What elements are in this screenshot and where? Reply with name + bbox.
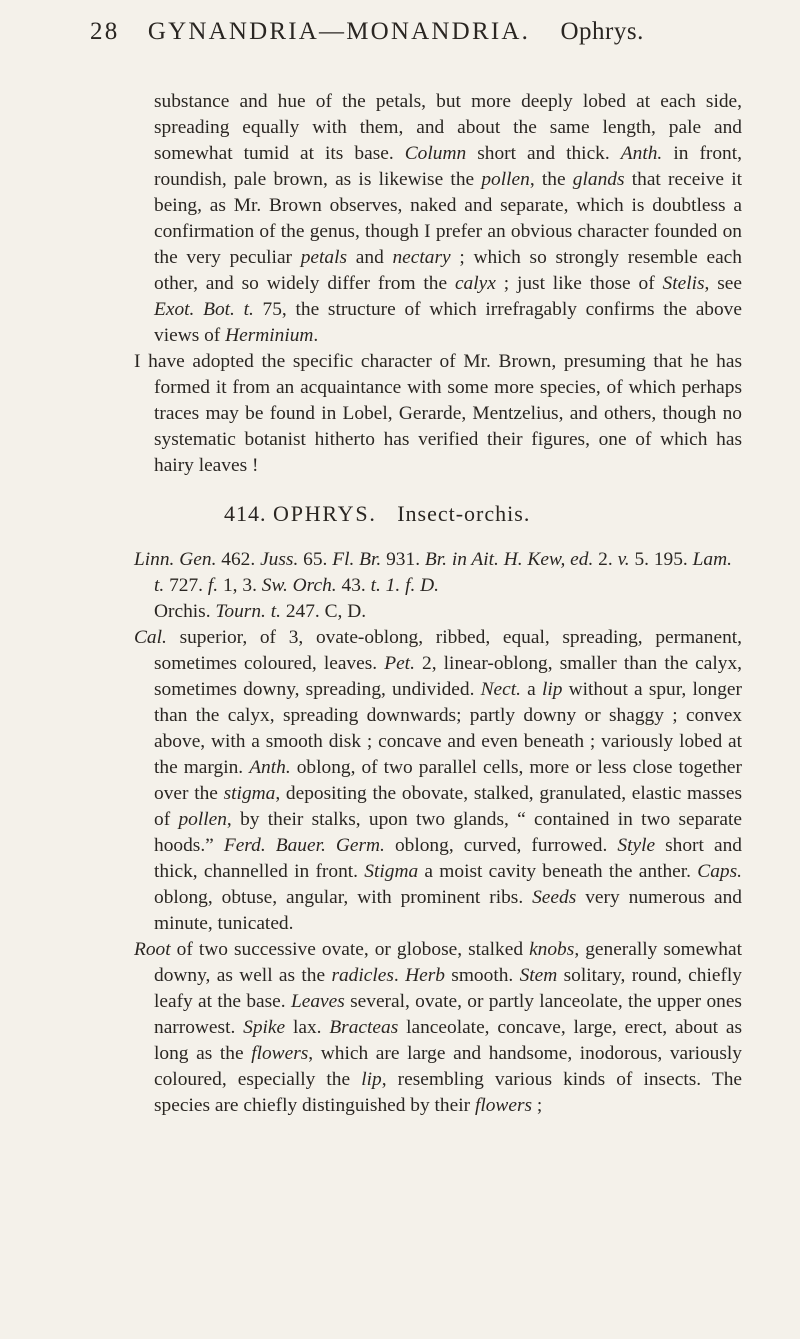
genus-number: 414. xyxy=(224,501,267,526)
paragraph-generic-character: Cal. superior, of 3, ovate-oblong, ribbed, equal, spreading, permanent, sometimes coloured, leaves. Pet. 2, linear-oblong, smaller than the calyx, sometimes downy, spreading, undivided. Nect. a lip without a spur, longer than the calyx, spreading downwards; partly downy or shaggy ; convex above, with a smooth disk ; concave and even beneath ; variously lobed at the margin. Anth. oblong, of two parallel cells, more or less close together over the stigma, depositing the obovate, stalked, granulated, elastic masses of pollen, by their stalks, upon two glands, “ contained in two separate hoods.” Ferd. Bauer. Germ. oblong, curved, furrowed. Style short and thick, channelled in front. Stigma a moist cavity beneath the anther. Caps. oblong, obtuse, angular, with prominent ribs. Seeds very numerous and minute, tunicated. xyxy=(134,627,742,934)
page-number: 28 xyxy=(90,18,120,45)
body-text xyxy=(134,89,742,1119)
genus-common-name: Insect-orchis. xyxy=(397,501,531,526)
genus-heading xyxy=(134,501,742,527)
references: Linn. Gen. 462. Juss. 65. Fl. Br. 931. Br. in Ait. H. Kew, ed. 2. v. 5. 195. Lam. t. 727. f. 1, 3. Sw. Orch. 43. t. 1. f. D. Orchis. Tourn. t. 247. C, D. xyxy=(134,549,732,622)
running-header xyxy=(90,18,740,46)
paragraph-continuation: substance and hue of the petals, but more deeply lobed at each side, spreading equally with them, and about the same length, pale and somewhat tumid at its base. Column short and thick. Anth. in front, roundish, pale brown, as is likewise the pollen, the glands that receive it being, as Mr. Brown observes, naked and separate, which is doubtless a confirmation of the genus, though I prefer an obvious character founded on the very peculiar petals and nectary ; which so strongly resemble each other, and so widely differ from the calyx ; just like those of Stelis, see Exot. Bot. t. 75, the structure of which irrefragably confirms the above views of Herminium. xyxy=(154,91,742,346)
paragraph-specific-character: I have adopted the specific character of Mr. Brown, presuming that he has formed it from an acquaintance with some more species, of which perhaps traces may be found in Lobel, Gerarde, Mentzelius, and others, though no systematic botanist hitherto has verified their figures, one of which has hairy leaves ! xyxy=(134,351,742,476)
header-title: GYNANDRIA—MONANDRIA. xyxy=(147,18,531,45)
genus-name: OPHRYS. xyxy=(273,501,377,526)
paragraph-habit: Root of two successive ovate, or globose, stalked knobs, generally somewhat downy, as well as the radicles. Herb smooth. Stem solitary, round, chiefly leafy at the base. Leaves several, ovate, or partly lanceolate, the upper ones narrowest. Spike lax. Bracteas lanceolate, concave, large, erect, about as long as the flowers, which are large and handsome, inodorous, variously coloured, especially the lip, resembling various kinds of insects. The species are chiefly distinguished by their flowers ; xyxy=(134,939,743,1116)
header-genus: Ophrys. xyxy=(560,18,644,45)
